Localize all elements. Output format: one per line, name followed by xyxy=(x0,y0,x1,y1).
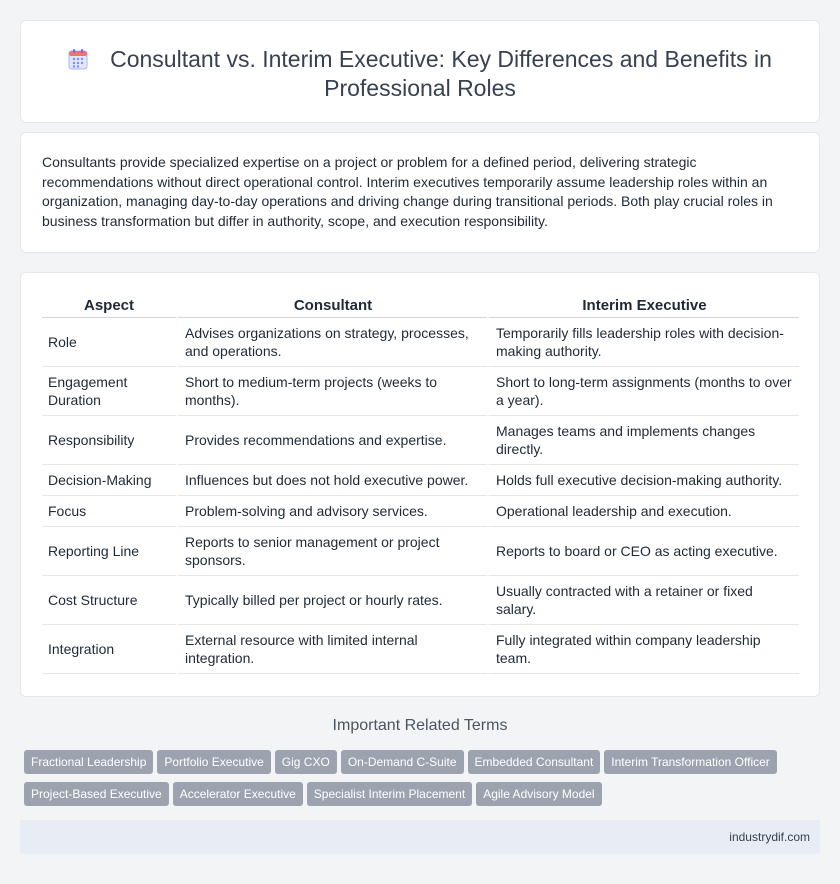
cell-aspect: Responsibility xyxy=(42,416,176,465)
table-header-row xyxy=(42,298,799,318)
cell-aspect: Cost Structure xyxy=(42,576,176,625)
cell-consultant: Advises organizations on strategy, processes, and operations. xyxy=(176,318,487,367)
title-card xyxy=(20,20,820,123)
comparison-table xyxy=(42,298,799,674)
cell-aspect: Engagement Duration xyxy=(42,367,176,416)
tag-link[interactable]: Fractional Leadership xyxy=(24,750,153,774)
cell-consultant: Provides recommendations and expertise. xyxy=(176,416,487,465)
tag-link[interactable]: Interim Transformation Officer xyxy=(604,750,777,774)
calendar-icon xyxy=(68,48,88,70)
header-interim-executive: Interim Executive xyxy=(487,298,799,318)
related-terms-title: Important Related Terms xyxy=(332,717,508,734)
cell-consultant: Reports to senior management or project sponsors. xyxy=(176,527,487,576)
cell-aspect: Integration xyxy=(42,625,176,674)
tag-link[interactable]: Agile Advisory Model xyxy=(476,782,601,806)
table-row xyxy=(42,576,799,625)
cell-interim: Short to long-term assignments (months to over a year). xyxy=(487,367,799,416)
cell-interim: Holds full executive decision-making authority. xyxy=(487,465,799,496)
intro-card xyxy=(20,132,820,253)
page-title-wrap xyxy=(21,45,819,103)
table-row xyxy=(42,416,799,465)
cell-consultant: Problem-solving and advisory services. xyxy=(176,496,487,527)
page-title: Consultant vs. Interim Executive: Key Differences and Benefits in Professional Roles xyxy=(110,46,772,101)
cell-interim: Operational leadership and execution. xyxy=(487,496,799,527)
tag-link[interactable]: Specialist Interim Placement xyxy=(307,782,472,806)
cell-interim: Temporarily fills leadership roles with decision-making authority. xyxy=(487,318,799,367)
tag-link[interactable]: Accelerator Executive xyxy=(173,782,303,806)
comparison-table-card xyxy=(20,272,820,697)
tag-link[interactable]: Gig CXO xyxy=(275,750,337,774)
table-row xyxy=(42,465,799,496)
table-row xyxy=(42,625,799,674)
table-row xyxy=(42,367,799,416)
tag-link[interactable]: Embedded Consultant xyxy=(468,750,601,774)
cell-interim: Manages teams and implements changes directly. xyxy=(487,416,799,465)
table-row xyxy=(42,318,799,367)
cell-aspect: Role xyxy=(42,318,176,367)
cell-consultant: Typically billed per project or hourly rates. xyxy=(176,576,487,625)
cell-consultant: Short to medium-term projects (weeks to months). xyxy=(176,367,487,416)
tag-link[interactable]: Project-Based Executive xyxy=(24,782,169,806)
cell-interim: Usually contracted with a retainer or fixed salary. xyxy=(487,576,799,625)
intro-paragraph: Consultants provide specialized expertise on a project or problem for a defined period, delivering strategic recommendations without direct operational control. Interim executives temporarily assume leadership roles within an organization, managing day-to-day operations and driving change during transitional periods. Both play crucial roles in business transformation but differ in authority, scope, and execution responsibility. xyxy=(42,154,773,229)
cell-interim: Fully integrated within company leadership team. xyxy=(487,625,799,674)
table-row xyxy=(42,496,799,527)
cell-aspect: Focus xyxy=(42,496,176,527)
footer-site[interactable]: industrydif.com xyxy=(729,830,810,844)
related-terms-tags xyxy=(24,750,804,814)
cell-interim: Reports to board or CEO as acting executive. xyxy=(487,527,799,576)
footer xyxy=(20,820,820,854)
table-row xyxy=(42,527,799,576)
cell-consultant: Influences but does not hold executive power. xyxy=(176,465,487,496)
cell-consultant: External resource with limited internal integration. xyxy=(176,625,487,674)
tag-link[interactable]: Portfolio Executive xyxy=(157,750,270,774)
header-aspect: Aspect xyxy=(42,298,176,318)
cell-aspect: Reporting Line xyxy=(42,527,176,576)
header-consultant: Consultant xyxy=(176,298,487,318)
cell-aspect: Decision-Making xyxy=(42,465,176,496)
tag-link[interactable]: On-Demand C-Suite xyxy=(341,750,464,774)
